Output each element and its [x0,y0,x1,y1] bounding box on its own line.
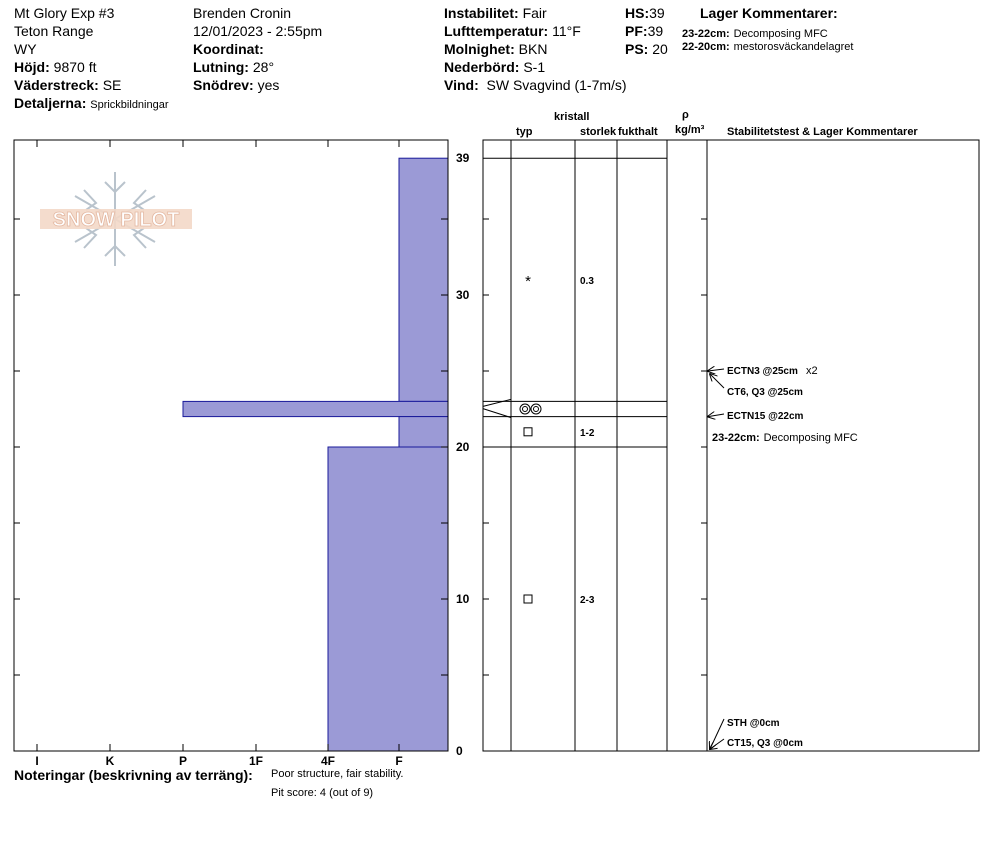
y-tick-label: 0 [456,744,463,758]
moisture-header: fukthalt [618,126,658,138]
x-tick-label: I [35,754,39,768]
air-temp-value: 11°F [552,23,581,39]
melt-freeze-ring [520,404,530,414]
location: Mt Glory Exp #3 [14,5,115,21]
test-comment-text: Decomposing MFC [763,432,858,444]
grain-table-frame [483,140,979,751]
elevation-value: 9870 ft [53,59,97,75]
hs-value: 39 [649,5,665,21]
wind-label: Vind: [444,77,479,93]
x-tick-label: 1F [248,754,264,768]
sky-value: BKN [518,41,548,57]
test-arrow [710,374,724,388]
stability-tests-header: Stabilitetstest & Lager Kommentarer [727,126,918,138]
aspect-value: SE [102,77,122,93]
layer-comments-title: Lager Kommentarer: [700,5,838,21]
density-header: kg/m³ [675,124,705,136]
pf-value: 39 [647,23,664,39]
logo-text: SNOW PILOT [52,209,180,231]
test-comment-range: 23-22cm: [712,432,760,444]
notes-text: Poor structure, fair stability. [271,768,404,780]
melt-freeze-ring [534,407,539,412]
stability-label: Instabilitet: [444,5,519,21]
test-arrow [708,369,724,371]
layer-connector [483,399,511,417]
test-label: ECTN15 @22cm [727,411,804,422]
datetime: 12/01/2023 - 2:55pm [193,23,323,39]
x-tick-label: P [178,754,188,768]
sky-label: Molnighet: [444,41,515,57]
y-tick-label: 39 [456,151,470,166]
size-header: storlek [580,126,617,138]
layer-comment-text: mestorosväckandelagret [733,41,854,53]
type-header: typ [516,126,533,138]
crystal-header: kristall [554,111,590,123]
coordinate-label: Koordinat: [193,41,264,57]
layer-comment-range: 23-22cm: [682,28,730,40]
precip-value: S-1 [523,59,546,75]
aspect-label: Väderstreck: [14,77,99,93]
grain-size: 0.3 [580,275,594,287]
test-label: ECTN3 @25cm [727,366,798,377]
pf-label: PF: [625,23,648,39]
air-temp-label: Lufttemperatur: [444,23,549,39]
x-tick-label: K [105,754,115,768]
observer: Brenden Cronin [193,5,292,21]
wind-value: SW Svagvind (1-7m/s) [486,77,627,93]
elevation-label: Höjd: [14,59,50,75]
grain-size: 2-3 [580,595,595,606]
hs-label: HS: [625,5,650,21]
test-label: CT15, Q3 @0cm [727,738,803,749]
ps-label: PS: [625,41,649,57]
melt-freeze-ring [523,407,528,412]
details-label: Detaljerna: [14,95,87,111]
y-tick-label: 30 [456,288,470,302]
hardness-bar [399,158,448,401]
layer-comment-text: Decomposing MFC [733,28,828,40]
range: Teton Range [14,23,94,39]
test-label: STH @0cm [727,718,780,729]
notes-label: Noteringar (beskrivning av terräng): [14,767,253,783]
grain-type-new-snow-icon: * [525,272,531,290]
rho-header: ρ [682,109,689,121]
layer-comment-range: 22-20cm: [682,41,730,53]
y-tick-label: 10 [456,592,470,606]
pit-score: Pit score: 4 (out of 9) [271,787,374,799]
grain-size: 1-2 [580,427,595,439]
grain-type-melt-freeze-icon [520,404,541,414]
x-tick-label: F [395,754,403,768]
hardness-bar [183,401,448,416]
hardness-bar [399,417,448,447]
wind-load-label: Snödrev: [193,77,254,93]
slope-label: Lutning: [193,59,249,75]
y-tick-label: 20 [456,440,470,454]
test-extra: x2 [806,365,818,377]
hardness-bar [328,447,448,751]
stability-value: Fair [522,5,547,21]
wind-load-value: yes [257,77,280,93]
x-tick-label: 4F [320,754,336,768]
details-value: Sprickbildningar [90,99,169,111]
grain-type-facet-icon [524,428,532,436]
test-arrow [708,414,724,417]
precip-label: Nederbörd: [444,59,520,75]
test-comment [712,428,858,445]
test-label: CT6, Q3 @25cm [727,387,803,398]
ps-value: 20 [652,41,668,57]
melt-freeze-ring [531,404,541,414]
slope-value: 28° [252,59,275,75]
state: WY [14,41,37,57]
grain-type-facet-icon [524,595,532,603]
